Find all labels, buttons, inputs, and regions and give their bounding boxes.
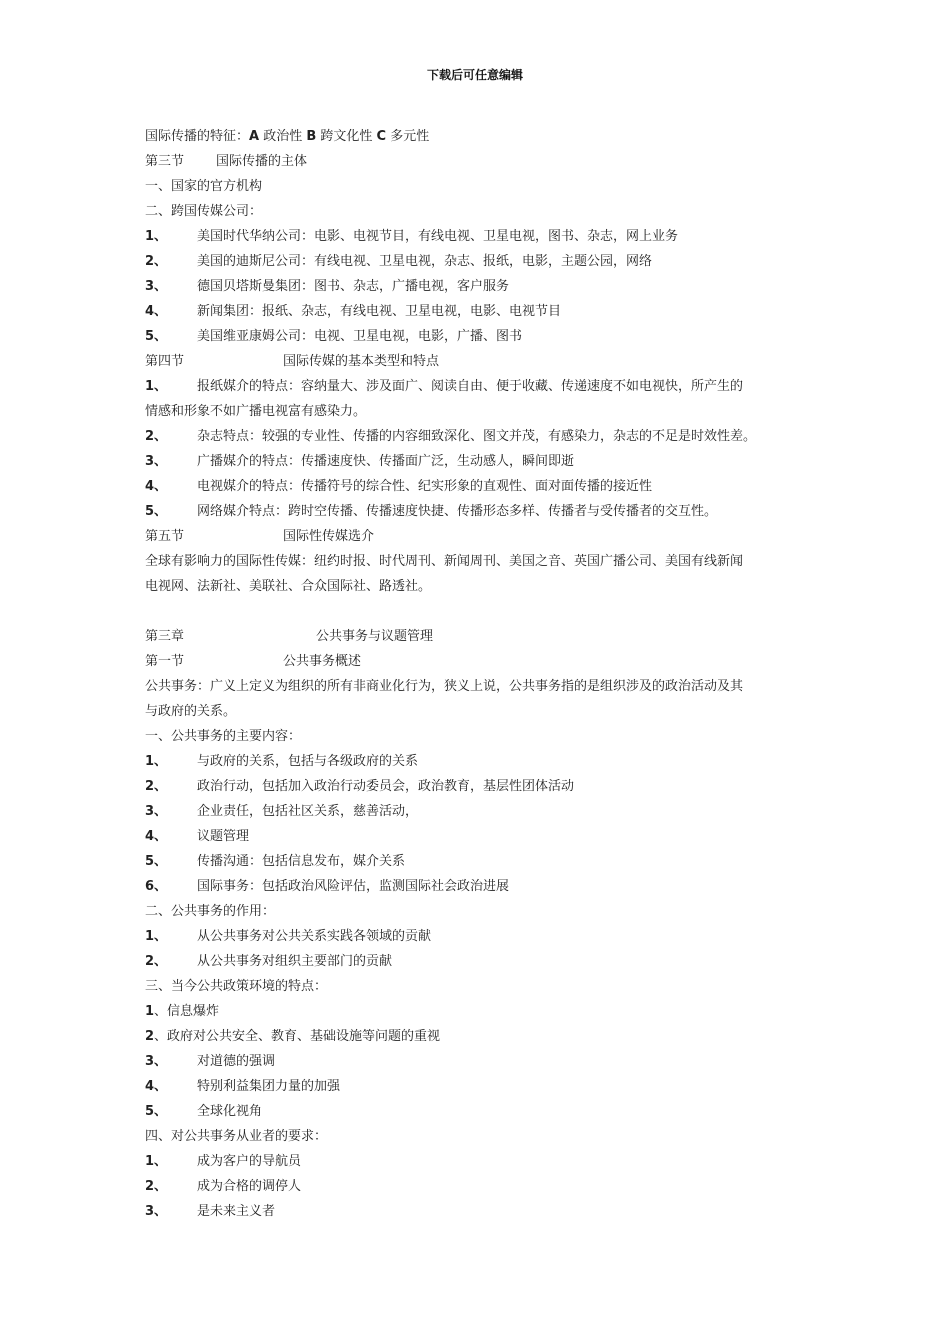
subheading: 一、公共事务的主要内容： bbox=[145, 729, 302, 744]
list-number: 2、 bbox=[145, 429, 168, 444]
list-item bbox=[145, 949, 825, 974]
list-number: 1、 bbox=[145, 754, 168, 769]
list-text: 美国维亚康姆公司：电视、卫星电视，电影，广播、图书 bbox=[197, 329, 523, 344]
subheading: 二、跨国传媒公司： bbox=[145, 204, 263, 219]
list-number: 3、 bbox=[145, 454, 168, 469]
intl-features-line bbox=[145, 124, 825, 149]
list-number: 3、 bbox=[145, 1204, 168, 1219]
section-heading-4 bbox=[145, 349, 825, 374]
list-item bbox=[145, 1149, 825, 1174]
list-number: 5、 bbox=[145, 329, 168, 344]
list-text: 国际事务：包括政治风险评估，监测国际社会政治进展 bbox=[197, 879, 510, 894]
section-label: 第三节 bbox=[145, 154, 185, 169]
list-number: 4、 bbox=[145, 479, 168, 494]
list-item bbox=[145, 324, 825, 349]
subheading: 四、对公共事务从业者的要求： bbox=[145, 1129, 328, 1144]
list-item bbox=[145, 999, 825, 1024]
list-number: 2、 bbox=[145, 779, 168, 794]
list-text: 全球化视角 bbox=[197, 1104, 263, 1119]
list-number: 3、 bbox=[145, 279, 168, 294]
list-text: 、政府对公共安全、教育、基础设施等问题的重视 bbox=[154, 1029, 441, 1044]
list-item bbox=[145, 499, 825, 524]
subheading: 三、当今公共政策环境的特点： bbox=[145, 979, 328, 994]
list-text: 杂志特点：较强的专业性、传播的内容细致深化、图文并茂，有感染力，杂志的不足是时效性差。 bbox=[197, 429, 757, 444]
list-text: 企业责任，包括社区关系，慈善活动， bbox=[197, 804, 419, 819]
list-item bbox=[145, 874, 825, 899]
list-number: 4、 bbox=[145, 304, 168, 319]
list-text: 成为合格的调停人 bbox=[197, 1179, 302, 1194]
list-text: 报纸媒介的特点：容纳量大、涉及面广、阅读自由、便于收藏、传递速度不如电视快，所产生的 bbox=[197, 379, 744, 394]
feature-a-text: 政治性 bbox=[259, 129, 307, 144]
list-text: 与政府的关系，包括与各级政府的关系 bbox=[197, 754, 419, 769]
list-item bbox=[145, 424, 825, 449]
list-text: 特别利益集团力量的加强 bbox=[197, 1079, 341, 1094]
section-title: 国际传播的主体 bbox=[216, 154, 308, 169]
list-text: 是未来主义者 bbox=[197, 1204, 276, 1219]
blank-line bbox=[145, 599, 825, 624]
feature-c-text: 多元性 bbox=[386, 129, 430, 144]
intl-features-prefix: 国际传播的特征： bbox=[145, 129, 250, 144]
subheading: 二、公共事务的作用： bbox=[145, 904, 276, 919]
list-item bbox=[145, 924, 825, 949]
section-heading-3 bbox=[145, 149, 825, 174]
list-text: 网络媒介特点：跨时空传播、传播速度快捷、传播形态多样、传播者与受传播者的交互性。 bbox=[197, 504, 718, 519]
section-label: 第五节 bbox=[145, 529, 185, 544]
list-number: 3、 bbox=[145, 804, 168, 819]
list-text: 对道德的强调 bbox=[197, 1054, 276, 1069]
list-number: 1、 bbox=[145, 929, 168, 944]
list-text: 美国时代华纳公司：电影、电视节目，有线电视、卫星电视，图书、杂志，网上业务 bbox=[197, 229, 679, 244]
list-item bbox=[145, 749, 825, 774]
paragraph-line: 与政府的关系。 bbox=[145, 704, 237, 719]
section-title: 国际性传媒选介 bbox=[283, 529, 375, 544]
list-number: 1、 bbox=[145, 1154, 168, 1169]
list-number: 2、 bbox=[145, 254, 168, 269]
list-item bbox=[145, 474, 825, 499]
list-text: 新闻集团：报纸、杂志，有线电视、卫星电视，电影、电视节目 bbox=[197, 304, 562, 319]
paragraph-line: 公共事务：广义上定义为组织的所有非商业化行为，狭义上说，公共事务指的是组织涉及的政治活动及其 bbox=[145, 679, 744, 694]
list-item bbox=[145, 824, 825, 849]
list-text: 德国贝塔斯曼集团：图书、杂志，广播电视，客户服务 bbox=[197, 279, 510, 294]
list-text: 广播媒介的特点：传播速度快、传播面广泛，生动感人，瞬间即逝 bbox=[197, 454, 575, 469]
list-number: 2、 bbox=[145, 954, 168, 969]
chapter-title: 公共事务与议题管理 bbox=[316, 629, 434, 644]
list-item bbox=[145, 1199, 825, 1224]
list-item bbox=[145, 1049, 825, 1074]
section-heading-5 bbox=[145, 524, 825, 549]
list-number: 1 bbox=[145, 1004, 155, 1019]
list-item bbox=[145, 1024, 825, 1049]
list-text: 电视媒介的特点：传播符号的综合性、纪实形象的直观性、面对面传播的接近性 bbox=[197, 479, 653, 494]
list-text: 、信息爆炸 bbox=[154, 1004, 220, 1019]
list-text: 从公共事务对组织主要部门的贡献 bbox=[197, 954, 393, 969]
list-text: 政治行动，包括加入政治行动委员会，政治教育，基层性团体活动 bbox=[197, 779, 575, 794]
list-number: 6、 bbox=[145, 879, 168, 894]
list-item bbox=[145, 1099, 825, 1124]
list-item bbox=[145, 774, 825, 799]
list-number: 5、 bbox=[145, 504, 168, 519]
page-header: 下载后可任意编辑 bbox=[426, 68, 523, 82]
list-item-continuation: 情感和形象不如广播电视富有感染力。 bbox=[145, 404, 367, 419]
section-label: 第四节 bbox=[145, 354, 185, 369]
section-title: 国际传媒的基本类型和特点 bbox=[283, 354, 440, 369]
paragraph-line: 电视网、法新社、美联社、合众国际社、路透社。 bbox=[145, 579, 432, 594]
list-text: 从公共事务对公共关系实践各领域的贡献 bbox=[197, 929, 432, 944]
feature-b-text: 跨文化性 bbox=[316, 129, 377, 144]
list-item bbox=[145, 374, 825, 399]
list-item bbox=[145, 849, 825, 874]
list-text: 传播沟通：包括信息发布，媒介关系 bbox=[197, 854, 406, 869]
list-item bbox=[145, 249, 825, 274]
feature-c-letter: C bbox=[376, 129, 387, 144]
section-label: 第一节 bbox=[145, 654, 185, 669]
list-text: 议题管理 bbox=[197, 829, 250, 844]
list-item bbox=[145, 274, 825, 299]
list-item bbox=[145, 224, 825, 249]
list-number: 4、 bbox=[145, 1079, 168, 1094]
list-number: 5、 bbox=[145, 1104, 168, 1119]
list-number: 2 bbox=[145, 1029, 155, 1044]
list-item bbox=[145, 799, 825, 824]
list-item bbox=[145, 449, 825, 474]
subheading: 一、国家的官方机构 bbox=[145, 179, 263, 194]
list-number: 3、 bbox=[145, 1054, 168, 1069]
list-number: 5、 bbox=[145, 854, 168, 869]
list-text: 成为客户的导航员 bbox=[197, 1154, 302, 1169]
chapter-label: 第三章 bbox=[145, 629, 185, 644]
list-item bbox=[145, 1174, 825, 1199]
document-body bbox=[145, 124, 825, 1224]
list-number: 4、 bbox=[145, 829, 168, 844]
chapter-heading bbox=[145, 624, 825, 649]
list-item bbox=[145, 1074, 825, 1099]
list-text: 美国的迪斯尼公司：有线电视、卫星电视，杂志、报纸，电影，主题公园，网络 bbox=[197, 254, 653, 269]
section-heading-1 bbox=[145, 649, 825, 674]
section-title: 公共事务概述 bbox=[283, 654, 362, 669]
list-number: 1、 bbox=[145, 379, 168, 394]
list-number: 2、 bbox=[145, 1179, 168, 1194]
list-item bbox=[145, 299, 825, 324]
list-number: 1、 bbox=[145, 229, 168, 244]
feature-a-letter: A bbox=[249, 129, 260, 144]
paragraph-line: 全球有影响力的国际性传媒：纽约时报、时代周刊、新闻周刊、美国之音、英国广播公司、美国有线新闻 bbox=[145, 554, 744, 569]
feature-b-letter: B bbox=[306, 129, 317, 144]
